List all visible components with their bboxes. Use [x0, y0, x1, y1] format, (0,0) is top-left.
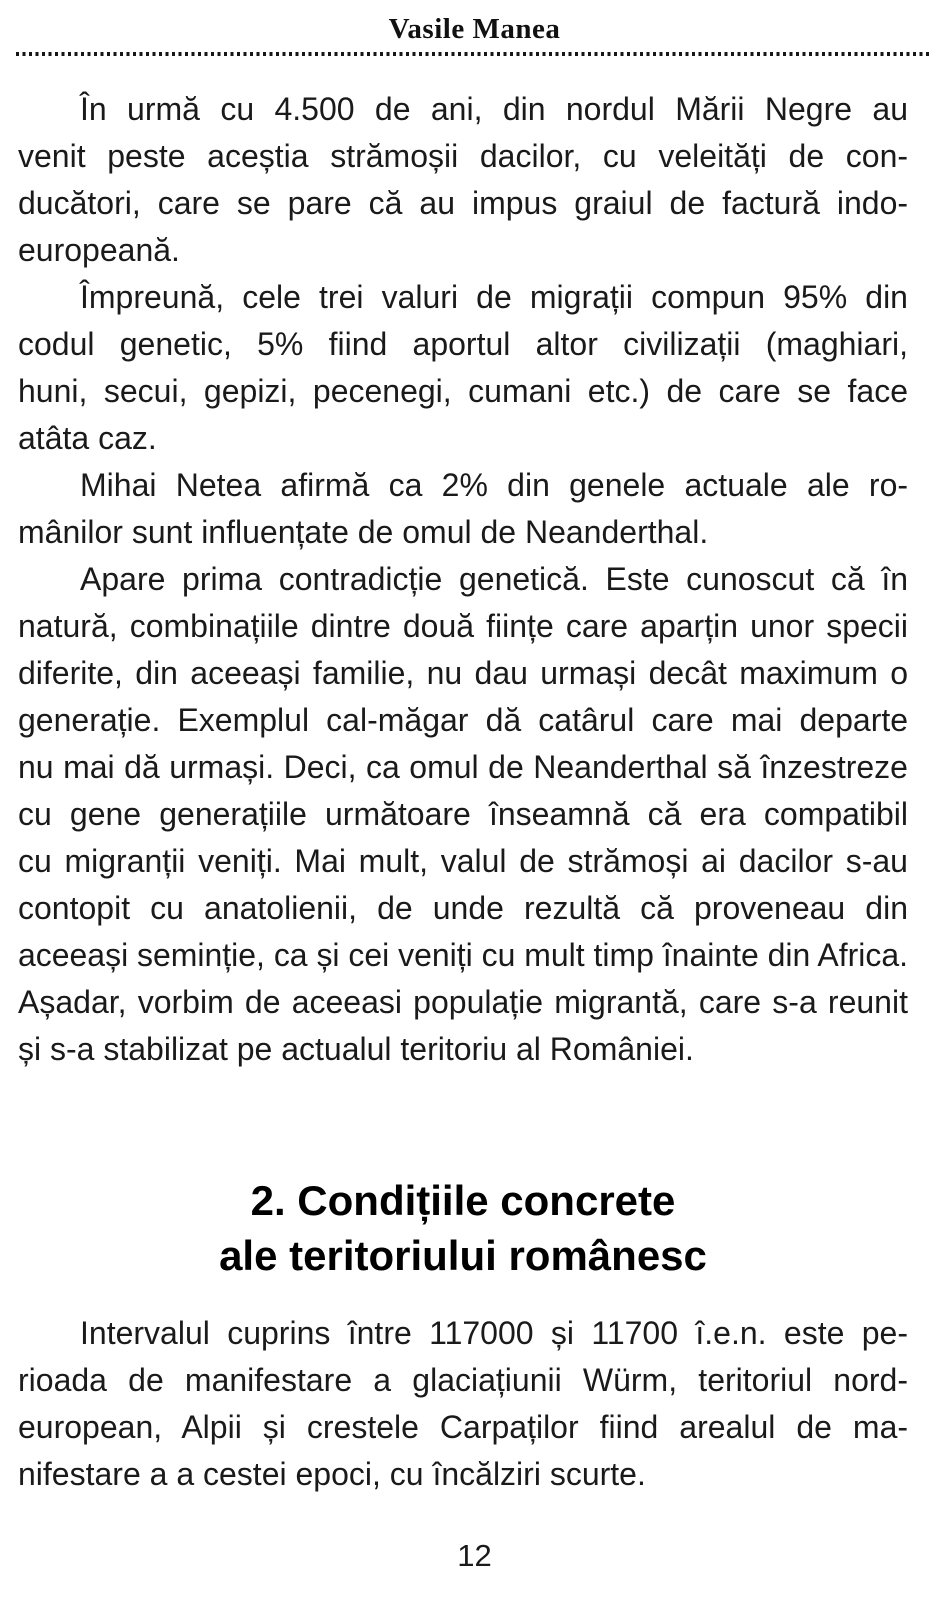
text-line: [18, 838, 908, 885]
line-text: 2. Condițiile concrete: [250, 1177, 676, 1224]
line-text: aceeași seminție, ca și cei veniți cu mult timp înainte din Africa.: [18, 937, 908, 973]
line-text: european, Alpii și crestele Carpaților fiind arealul de ma-: [18, 1409, 909, 1445]
paragraph: [18, 462, 908, 556]
text-line: [18, 1357, 908, 1404]
line-text: diferite, din aceeași familie, nu dau urmași decât maximum o: [18, 655, 909, 691]
line-text: generație. Exemplul cal-măgar dă catârul care mai departe: [18, 702, 909, 738]
line-text: Mihai Netea afirmă ca 2% din genele actuale ale ro-: [80, 467, 909, 503]
text-line: [18, 227, 908, 274]
paragraph: [18, 556, 908, 1073]
text-line: [18, 1310, 908, 1357]
line-text: codul genetic, 5% fiind aportul altor civilizații (maghiari,: [18, 326, 908, 362]
paragraph: [18, 1310, 908, 1498]
text-line: [18, 133, 908, 180]
page-footer: [0, 1538, 949, 1574]
text-line: [18, 932, 908, 979]
line-text: Apare prima contradicție genetică. Este cunoscut că în: [80, 561, 908, 597]
text-line: [18, 274, 908, 321]
text-line: [18, 368, 908, 415]
text-line: [18, 885, 908, 932]
text-line: [18, 603, 908, 650]
text-line: [18, 321, 908, 368]
line-text: huni, secui, gepizi, pecenegi, cumani etc.) de care se face: [18, 373, 909, 409]
line-text: europeană.: [18, 232, 180, 268]
line-text: natură, combinațiile dintre două ființe care aparțin unor specii: [18, 608, 909, 644]
paragraph: [18, 274, 908, 462]
text-line: [18, 86, 908, 133]
text-line: [18, 1451, 908, 1498]
line-text: Așadar, vorbim de aceeasi populație migrantă, care s-a reunit: [18, 984, 908, 1020]
line-text: Intervalul cuprins între 117000 și 11700 î.e.n. este pe-: [80, 1315, 909, 1351]
text-line: [18, 1026, 908, 1073]
text-line: [18, 180, 908, 227]
line-text: mânilor sunt influențate de omul de Neanderthal.: [18, 514, 709, 550]
paragraph: [18, 86, 908, 274]
line-text: contopit cu anatolienii, de unde rezultă că proveneau din: [18, 890, 909, 926]
text-line: [18, 697, 908, 744]
page-number: 12: [457, 1538, 492, 1573]
text-line: [18, 979, 908, 1026]
dotted-divider: [16, 52, 931, 56]
text-line: [18, 415, 908, 462]
heading-line: [18, 1228, 908, 1283]
author-name: Vasile Manea: [388, 13, 561, 45]
line-text: cu gene generațiile următoare înseamnă că era compatibil: [18, 796, 908, 832]
text-line: [18, 1404, 908, 1451]
line-text: rioada de manifestare a glaciațiunii Würm, teritoriul nord-: [18, 1362, 909, 1398]
line-text: atâta caz.: [18, 420, 157, 456]
line-text: nu mai dă urmași. Deci, ca omul de Neanderthal să înzestreze: [18, 749, 908, 785]
text-line: [18, 556, 908, 603]
running-header: [0, 0, 949, 48]
heading-line: [18, 1173, 908, 1228]
line-text: venit peste aceștia strămoșii dacilor, cu veleități de con-: [18, 138, 909, 174]
line-text: ale teritoriului românesc: [219, 1232, 707, 1279]
text-line: [18, 650, 908, 697]
text-line: [18, 744, 908, 791]
line-text: și s-a stabilizat pe actualul teritoriu al României.: [18, 1031, 694, 1067]
line-text: Împreună, cele trei valuri de migrații compun 95% din: [80, 279, 908, 315]
section-heading: [18, 1173, 908, 1283]
line-text: ducători, care se pare că au impus graiul de factură indo-: [18, 185, 909, 221]
line-text: nifestare a a cestei epoci, cu încălziri scurte.: [18, 1456, 646, 1492]
line-text: În urmă cu 4.500 de ani, din nordul Mării Negre au: [80, 91, 908, 127]
text-line: [18, 791, 908, 838]
page-body: [18, 86, 908, 1498]
text-line: [18, 509, 908, 556]
text-line: [18, 462, 908, 509]
line-text: cu migranții veniți. Mai mult, valul de strămoși ai dacilor s-au: [18, 843, 908, 879]
